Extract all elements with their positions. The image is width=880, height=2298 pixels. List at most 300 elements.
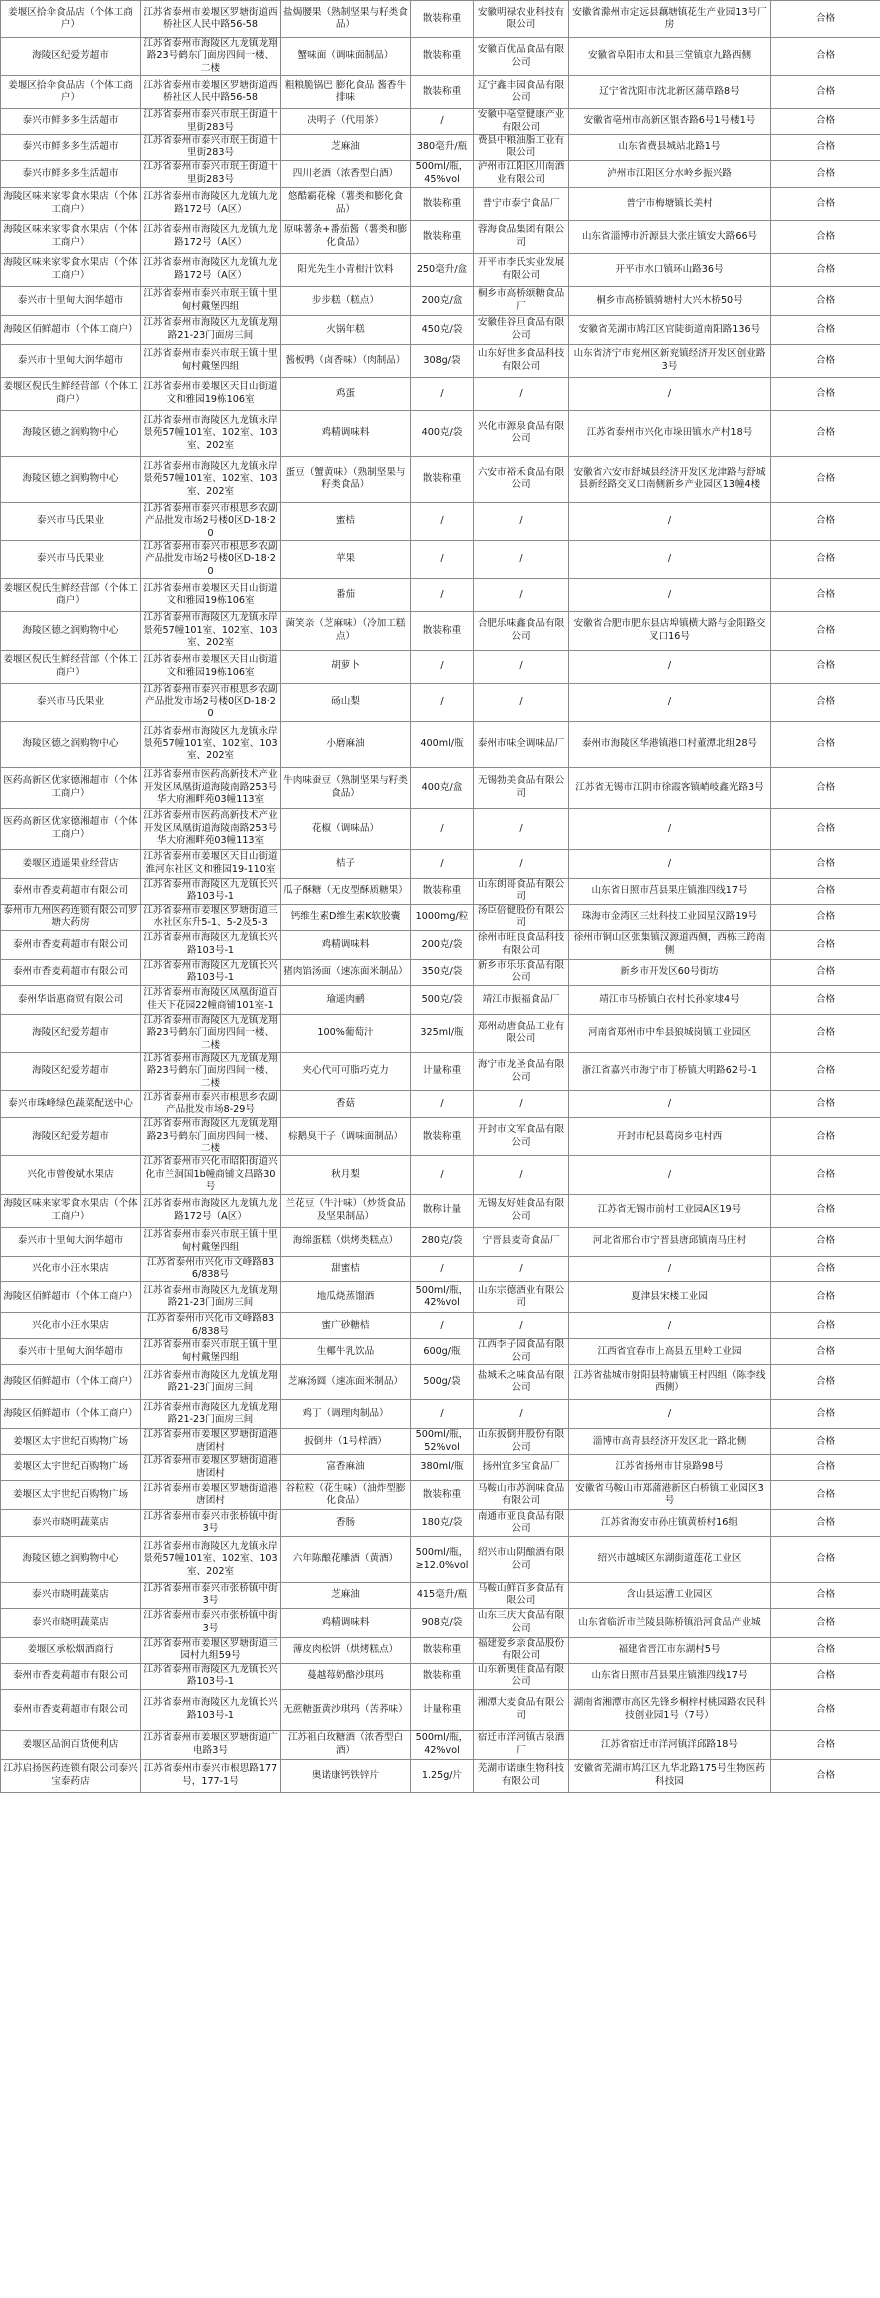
result-cell: 合格 [771,1510,880,1537]
manufacturer-address-cell: 新乡市开发区60号街坊 [569,959,771,985]
unit-address-cell: 江苏省泰州市泰兴市根思乡农副产品批发市场2号楼0区D-18·20 [141,541,281,579]
manufacturer-cell: 靖江市振福食品厂 [474,985,569,1014]
manufacturer-address-cell: 含山县运漕工业园区 [569,1583,771,1609]
product-name-cell: 鸡精调味料 [281,410,411,456]
sampled-unit-cell: 泰兴市晓明蔬菜店 [1,1583,141,1609]
spec-cell: 280克/袋 [411,1227,474,1256]
manufacturer-cell: 安徽佳谷旦食品有限公司 [474,315,569,344]
result-cell: 合格 [771,904,880,930]
table-row [1,410,880,456]
unit-address-cell: 江苏省泰州市海陵区九龙镇九龙路172号（A区） [141,220,281,253]
spec-cell: 400克/袋 [411,410,474,456]
result-cell: 合格 [771,1339,880,1365]
result-cell: 合格 [771,808,880,849]
product-name-cell: 钙维生素D维生素K软胶囊 [281,904,411,930]
manufacturer-address-cell: 安徽省滁州市定远县藕塘镇花生产业园13号厂房 [569,1,771,38]
sampled-unit-cell: 姜堰区逍遥果业经营店 [1,849,141,878]
spec-cell: 500克/袋 [411,985,474,1014]
spec-cell: 908克/袋 [411,1608,474,1637]
table-row [1,253,880,286]
result-cell: 合格 [771,456,880,502]
unit-address-cell: 江苏省泰州市医药高新技术产业开发区凤凰街道海陵南路253号华大府湘畔苑03幢113室 [141,767,281,808]
table-row [1,1663,880,1689]
unit-address-cell: 江苏省泰州市泰兴市根思乡农副产品批发市场2号楼0区D-18·20 [141,502,281,540]
sampled-unit-cell: 姜堰区拾伞食品店（个体工商户） [1,76,141,109]
product-name-cell: 夹心代可可脂巧克力 [281,1052,411,1090]
sampled-unit-cell: 海陵区德之润购物中心 [1,721,141,767]
unit-address-cell: 江苏省泰州市海陵区九龙镇长兴路103号-1 [141,930,281,959]
spec-cell: / [411,1313,474,1339]
unit-address-cell: 江苏省泰州市海陵区九龙镇龙翔路21-23门面房三间 [141,315,281,344]
unit-address-cell: 江苏省泰州市泰兴市珉王镇十里甸村戴堡四组 [141,1339,281,1365]
table-row [1,878,880,904]
manufacturer-cell: 山东扳倒井股份有限公司 [474,1429,569,1455]
manufacturer-cell: 湘潭大麦食品有限公司 [474,1689,569,1730]
table-row [1,904,880,930]
manufacturer-cell: 辽宁鑫丰园食品有限公司 [474,76,569,109]
table-row [1,541,880,579]
manufacturer-address-cell: 靖江市马桥镇白衣村长孙家埭4号 [569,985,771,1014]
result-cell: 合格 [771,683,880,721]
product-name-cell: 甜蜜桔 [281,1256,411,1282]
table-row [1,502,880,540]
manufacturer-address-cell: 淄博市高青县经济开发区北一路北侧 [569,1429,771,1455]
manufacturer-cell: 山东朗哥食品有限公司 [474,878,569,904]
manufacturer-address-cell: 珠海市金湾区三灶科技工业园星汉路19号 [569,904,771,930]
spec-cell: 散装称重 [411,187,474,220]
manufacturer-address-cell: / [569,1256,771,1282]
sampled-unit-cell: 海陵区佰鲜超市（个体工商户） [1,1400,141,1429]
result-cell: 合格 [771,985,880,1014]
spec-cell: 180克/袋 [411,1510,474,1537]
manufacturer-cell: / [474,541,569,579]
spec-cell: / [411,1156,474,1194]
manufacturer-address-cell: 安徽省阜阳市太和县三堂镇京九路西侧 [569,38,771,76]
manufacturer-address-cell: 安徽省芜湖市鸠江区官陡街道南阳路136号 [569,315,771,344]
product-name-cell: 鸡精调味料 [281,1608,411,1637]
product-name-cell: 瑜遥肉鹂 [281,985,411,1014]
spec-cell: 400ml/瓶 [411,721,474,767]
table-row [1,959,880,985]
manufacturer-cell: 海宁市龙圣食品有限公司 [474,1052,569,1090]
spec-cell: 500ml/瓶，≥12.0%vol [411,1537,474,1583]
result-cell: 合格 [771,344,880,377]
spec-cell: 380ml/瓶 [411,1455,474,1481]
product-name-cell: 生椰牛乳饮品 [281,1339,411,1365]
result-cell: 合格 [771,1689,880,1730]
product-name-cell: 江苏祖白玫糖酒（浓香型白酒） [281,1730,411,1759]
unit-address-cell: 江苏省泰州市姜堰区天目山街道文和雅园19栋106室 [141,650,281,683]
manufacturer-address-cell: 山东省临沂市兰陵县陈桥镇沿河食品产业城 [569,1608,771,1637]
manufacturer-cell: 山东新奥佳食品有限公司 [474,1663,569,1689]
table-row [1,612,880,650]
manufacturer-cell: / [474,502,569,540]
table-row [1,1052,880,1090]
sampled-unit-cell: 姜堰区太宇世纪百购物广场 [1,1455,141,1481]
product-name-cell: 芝麻油 [281,1583,411,1609]
manufacturer-cell: 汤臣倍健股份有限公司 [474,904,569,930]
result-cell: 合格 [771,1537,880,1583]
spec-cell: / [411,579,474,612]
sampled-unit-cell: 泰州市香麦莉超市有限公司 [1,930,141,959]
manufacturer-cell: 泸州市江阳区川南酒业有限公司 [474,160,569,187]
manufacturer-address-cell: 湖南省湘潭市高区先锋乡桐梓村桃园路农民科技创业园1号（7号） [569,1689,771,1730]
manufacturer-address-cell: 江苏省无锡市前村工业园A区19号 [569,1194,771,1227]
unit-address-cell: 江苏省泰州市医药高新技术产业开发区凤凰街道海陵南路253号华大府湘畔苑03幢113室 [141,808,281,849]
result-cell: 合格 [771,1,880,38]
product-name-cell: 原味薯条+番茄酱（薯类和膨化食品） [281,220,411,253]
result-cell: 合格 [771,286,880,315]
sampled-unit-cell: 兴化市小汪水果店 [1,1256,141,1282]
result-cell: 合格 [771,878,880,904]
manufacturer-cell: / [474,808,569,849]
unit-address-cell: 江苏省泰州市海陵区九龙镇九龙路172号（A区） [141,1194,281,1227]
manufacturer-cell: 合肥乐味鑫食品有限公司 [474,612,569,650]
product-name-cell: 无蔗糖蛋黄沙琪玛（苦荞味） [281,1689,411,1730]
manufacturer-address-cell: 泸州市江阳区分水岭乡振兴路 [569,160,771,187]
unit-address-cell: 江苏省泰州市海陵区九龙镇永岸景苑57幢101室、102室、103室、202室 [141,721,281,767]
table-row [1,1313,880,1339]
product-name-cell: 鸡丁（调理肉制品） [281,1400,411,1429]
sampled-unit-cell: 医药高新区优家德湘超市（个体工商户） [1,808,141,849]
sampled-unit-cell: 海陵区佰鲜超市（个体工商户） [1,1282,141,1313]
sampled-unit-cell: 姜堰区太宇世纪百购物广场 [1,1481,141,1510]
result-cell: 合格 [771,579,880,612]
unit-address-cell: 江苏省泰州市泰兴市珉王街道十里街283号 [141,109,281,135]
product-name-cell: 海绵蛋糕（烘烤类糕点） [281,1227,411,1256]
manufacturer-cell: 兴化市源泉食品有限公司 [474,410,569,456]
manufacturer-address-cell: 河南省郑州市中牟县狼城岗镇工业园区 [569,1014,771,1052]
spec-cell: 计量称重 [411,1052,474,1090]
result-cell: 合格 [771,959,880,985]
spec-cell: 200克/袋 [411,930,474,959]
sampled-unit-cell: 海陵区纪爱芳超市 [1,1052,141,1090]
manufacturer-cell: 宁晋县麦奇食品厂 [474,1227,569,1256]
manufacturer-address-cell: 开封市杞县葛岗乡屯村西 [569,1118,771,1156]
spec-cell: / [411,541,474,579]
unit-address-cell: 江苏省泰州市泰兴市珉王镇十里甸村戴堡四组 [141,1227,281,1256]
table-row [1,721,880,767]
spec-cell: / [411,1091,474,1118]
table-row [1,1429,880,1455]
product-name-cell: 苹果 [281,541,411,579]
manufacturer-cell: / [474,1091,569,1118]
manufacturer-cell: 绍兴市山阴酿酒有限公司 [474,1537,569,1583]
table-row [1,160,880,187]
table-row [1,808,880,849]
product-name-cell: 悠酷霸花椽（薯类和膨化食品） [281,187,411,220]
sampled-unit-cell: 海陵区德之润购物中心 [1,612,141,650]
result-cell: 合格 [771,160,880,187]
sampled-unit-cell: 泰兴市十里甸大润华超市 [1,344,141,377]
table-row [1,220,880,253]
spec-cell: 散装称重 [411,612,474,650]
manufacturer-address-cell: 江苏省无锡市江阴市徐霞客镇峭岐鑫光路3号 [569,767,771,808]
manufacturer-address-cell: 开平市水口镇环山路36号 [569,253,771,286]
product-name-cell: 香肠 [281,1510,411,1537]
spec-cell: 1000mg/粒 [411,904,474,930]
sampled-unit-cell: 泰兴市马氏果业 [1,683,141,721]
table-row [1,315,880,344]
manufacturer-address-cell: / [569,377,771,410]
result-cell: 合格 [771,1194,880,1227]
sampled-unit-cell: 姜堰区倪氏生鲜经营部（个体工商户） [1,377,141,410]
result-cell: 合格 [771,721,880,767]
spec-cell: 散装称重 [411,456,474,502]
sampled-unit-cell: 泰兴市十里甸大润华超市 [1,1339,141,1365]
product-name-cell: 芝麻油 [281,135,411,161]
manufacturer-cell: 盐城禾之味食品有限公司 [474,1365,569,1400]
manufacturer-cell: / [474,1313,569,1339]
spec-cell: 散装称重 [411,76,474,109]
unit-address-cell: 江苏省泰州市海陵区九龙镇龙翔路21-23门面房三间 [141,1400,281,1429]
sampled-unit-cell: 海陵区味来家零食水果店（个体工商户） [1,253,141,286]
manufacturer-cell: 江西李子园食品有限公司 [474,1339,569,1365]
manufacturer-address-cell: / [569,849,771,878]
result-cell: 合格 [771,410,880,456]
spec-cell: 散装称重 [411,1118,474,1156]
result-cell: 合格 [771,1429,880,1455]
table-row [1,286,880,315]
manufacturer-cell: 扬州宜多宝食品厂 [474,1455,569,1481]
result-cell: 合格 [771,1730,880,1759]
result-cell: 合格 [771,1365,880,1400]
manufacturer-cell: 普宁市泰宁食品厂 [474,187,569,220]
result-cell: 合格 [771,76,880,109]
spec-cell: 500g/袋 [411,1365,474,1400]
result-cell: 合格 [771,1759,880,1792]
table-row [1,1091,880,1118]
manufacturer-address-cell: 安徽省芜湖市鸠江区九华北路175号生物医药科技园 [569,1759,771,1792]
table-row [1,1510,880,1537]
result-cell: 合格 [771,38,880,76]
manufacturer-cell: 山东宗德酒业有限公司 [474,1282,569,1313]
table-row [1,1282,880,1313]
result-cell: 合格 [771,1014,880,1052]
sampled-unit-cell: 泰兴市鲜多多生活超市 [1,160,141,187]
manufacturer-cell: / [474,579,569,612]
table-row [1,1730,880,1759]
manufacturer-address-cell: / [569,1091,771,1118]
product-name-cell: 四川老酒（浓香型白酒） [281,160,411,187]
unit-address-cell: 江苏省泰州市姜堰区罗塘街道三园村九组59号 [141,1637,281,1663]
sampled-unit-cell: 姜堰区承松烟酒商行 [1,1637,141,1663]
manufacturer-cell: / [474,683,569,721]
spec-cell: 500ml/瓶，42%vol [411,1282,474,1313]
unit-address-cell: 江苏省泰州市海陵区九龙镇长兴路103号-1 [141,878,281,904]
manufacturer-address-cell: / [569,1400,771,1429]
product-name-cell: 牛肉味蚕豆（熟制坚果与籽类食品） [281,767,411,808]
manufacturer-cell: 安徽明禄农业科技有限公司 [474,1,569,38]
spec-cell: 散装称重 [411,1481,474,1510]
manufacturer-address-cell: 安徽省马鞍山市郑蒲港新区白桥镇工业园区3号 [569,1481,771,1510]
manufacturer-address-cell: / [569,541,771,579]
spec-cell: 1.25g/片 [411,1759,474,1792]
manufacturer-address-cell: 江苏省盐城市射阳县特庸镇王村四组（陈李线西侧） [569,1365,771,1400]
spec-cell: 500ml/瓶，42%vol [411,1730,474,1759]
manufacturer-address-cell: 江西省宜春市上高县五里岭工业园 [569,1339,771,1365]
table-row [1,187,880,220]
spec-cell: 计量称重 [411,1689,474,1730]
product-name-cell: 蔓越莓奶酪沙琪玛 [281,1663,411,1689]
unit-address-cell: 江苏省泰州市兴化市昭阳街道兴化市兰洞国1b幢商铺文昌路30号 [141,1156,281,1194]
sampled-unit-cell: 泰州市香麦莉超市有限公司 [1,959,141,985]
spec-cell: / [411,1400,474,1429]
result-cell: 合格 [771,220,880,253]
manufacturer-address-cell: / [569,1313,771,1339]
manufacturer-address-cell: 福建省晋江市东湖村5号 [569,1637,771,1663]
manufacturer-address-cell: 徐州市铜山区张集镇汉源道西侧，西栋三跨南侧 [569,930,771,959]
unit-address-cell: 江苏省泰州市姜堰区罗塘街道西桥社区人民中路56-58 [141,76,281,109]
spec-cell: / [411,650,474,683]
result-cell: 合格 [771,1455,880,1481]
unit-address-cell: 江苏省泰州市海陵区九龙镇龙翔路23号鹤东门面房四间一楼、二楼 [141,1014,281,1052]
table-row [1,1455,880,1481]
result-cell: 合格 [771,849,880,878]
manufacturer-cell: 山东好世多食品科技有限公司 [474,344,569,377]
spec-cell: 500ml/瓶，52%vol [411,1429,474,1455]
sampled-unit-cell: 泰兴市晓明蔬菜店 [1,1510,141,1537]
sampled-unit-cell: 泰兴市十里甸大润华超市 [1,1227,141,1256]
product-name-cell: 酱板鸭（卤香味）（肉制品） [281,344,411,377]
manufacturer-cell: 宿迁市洋河镇古泉酒厂 [474,1730,569,1759]
manufacturer-address-cell: 河北省邢台市宁晋县唐邱镇南马庄村 [569,1227,771,1256]
product-name-cell: 兰花豆（牛汁味）（炒货食品及坚果制品） [281,1194,411,1227]
manufacturer-cell: 徐州市旺良食品科技有限公司 [474,930,569,959]
unit-address-cell: 江苏省泰州市泰兴市珉王街道十里街283号 [141,160,281,187]
product-name-cell: 菌笑亲（芝麻味）（冷加工糕点） [281,612,411,650]
manufacturer-cell: 南通市亚良食品有限公司 [474,1510,569,1537]
unit-address-cell: 江苏省泰州市海陵区九龙镇长兴路103号-1 [141,1663,281,1689]
unit-address-cell: 江苏省泰州市姜堰区天目山街道文和雅园19栋106室 [141,579,281,612]
product-name-cell: 阳光先生小青柑汁饮料 [281,253,411,286]
spec-cell: 308g/袋 [411,344,474,377]
table-row [1,1118,880,1156]
sampled-unit-cell: 海陵区味来家零食水果店（个体工商户） [1,220,141,253]
manufacturer-cell: 泰州市味全调味品厂 [474,721,569,767]
manufacturer-address-cell: 桐乡市高桥镇骑塘村大兴木桥50号 [569,286,771,315]
table-row [1,38,880,76]
sampled-unit-cell: 泰州市九州医药连锁有限公司罗塘大药房 [1,904,141,930]
manufacturer-address-cell: 山东省济宁市兖州区新兖镇经济开发区创业路3号 [569,344,771,377]
unit-address-cell: 江苏省泰州市姜堰区天目山街道淮河东社区文和雅园19-110室 [141,849,281,878]
table-row [1,579,880,612]
sampled-unit-cell: 江苏启扬医药连锁有限公司泰兴宝泰药店 [1,1759,141,1792]
result-cell: 合格 [771,109,880,135]
product-name-cell: 棕鹅臭干子（调味面制品） [281,1118,411,1156]
table-row [1,849,880,878]
table-row [1,767,880,808]
unit-address-cell: 江苏省泰州市海陵区九龙镇龙翔路23号鹤东门面房四间一楼、二楼 [141,38,281,76]
sampled-unit-cell: 泰兴市马氏果业 [1,541,141,579]
product-name-cell: 粗粮脆锅巴 膨化食品 酱香牛排味 [281,76,411,109]
sampled-unit-cell: 姜堰区倪氏生鲜经营部（个体工商户） [1,650,141,683]
sampled-unit-cell: 姜堰区拾伞食品店（个体工商户） [1,1,141,38]
table-row [1,344,880,377]
table-row [1,930,880,959]
table-row [1,1339,880,1365]
product-name-cell: 瓜子酥糖（无皮型酥质糖果） [281,878,411,904]
table-row [1,1156,880,1194]
table-row [1,377,880,410]
unit-address-cell: 江苏省泰州市泰兴市张桥镇中街3号 [141,1608,281,1637]
unit-address-cell: 江苏省泰州市姜堰区罗塘街道三水社区东升5-1、5-2及5-3 [141,904,281,930]
product-name-cell: 小磨麻油 [281,721,411,767]
unit-address-cell: 江苏省泰州市海陵区九龙镇永岸景苑57幢101室、102室、103室、202室 [141,410,281,456]
sampled-unit-cell: 海陵区味来家零食水果店（个体工商户） [1,1194,141,1227]
manufacturer-address-cell: / [569,579,771,612]
sampled-unit-cell: 泰州市香麦莉超市有限公司 [1,1689,141,1730]
table-row [1,1256,880,1282]
manufacturer-address-cell: 夏津县宋楼工业园 [569,1282,771,1313]
table-row [1,1014,880,1052]
manufacturer-address-cell: 辽宁省沈阳市沈北新区蒲草路8号 [569,76,771,109]
spec-cell: / [411,502,474,540]
product-name-cell: 步步糕（糕点） [281,286,411,315]
result-cell: 合格 [771,612,880,650]
unit-address-cell: 江苏省泰州市姜堰区罗塘街道西桥社区人民中路56-58 [141,1,281,38]
manufacturer-cell: 山东三庆大食品有限公司 [474,1608,569,1637]
manufacturer-address-cell: 普宁市梅塘镇长美村 [569,187,771,220]
unit-address-cell: 江苏省泰州市姜堰区罗塘街道港唐团村 [141,1481,281,1510]
unit-address-cell: 江苏省泰州市泰兴市根思乡农副产品批发市场2号楼0区D-18·20 [141,683,281,721]
sampled-unit-cell: 泰州华诣惠商贸有限公司 [1,985,141,1014]
sampled-unit-cell: 泰州市香麦莉超市有限公司 [1,878,141,904]
manufacturer-cell: 福建爱乡亲食品股份有限公司 [474,1637,569,1663]
unit-address-cell: 江苏省泰州市海陵区九龙镇永岸景苑57幢101室、102室、103室、202室 [141,456,281,502]
product-name-cell: 蜜桔 [281,502,411,540]
result-cell: 合格 [771,541,880,579]
unit-address-cell: 江苏省泰州市兴化市文峰路836/838号 [141,1313,281,1339]
sampled-unit-cell: 海陵区佰鲜超市（个体工商户） [1,315,141,344]
spec-cell: 250毫升/盒 [411,253,474,286]
product-name-cell: 奥诺康钙铁锌片 [281,1759,411,1792]
unit-address-cell: 江苏省泰州市海陵区九龙镇龙翔路21-23门面房三间 [141,1365,281,1400]
manufacturer-address-cell: 山东省费县城站北路1号 [569,135,771,161]
manufacturer-address-cell: 江苏省海安市孙庄镇黄桥村16组 [569,1510,771,1537]
manufacturer-cell: 马鞍山市苏润味食品有限公司 [474,1481,569,1510]
sampled-unit-cell: 泰兴市鲜多多生活超市 [1,135,141,161]
table-row [1,1227,880,1256]
spec-cell: / [411,683,474,721]
product-name-cell: 番茄 [281,579,411,612]
result-cell: 合格 [771,1583,880,1609]
manufacturer-cell: 安徽中亳堂健康产业有限公司 [474,109,569,135]
manufacturer-cell: 马鞍山鲜百多食品有限公司 [474,1583,569,1609]
manufacturer-address-cell: 山东省日照市莒县果庄镇淮四线17号 [569,1663,771,1689]
manufacturer-address-cell: 安徽省合肥市肥东县店埠镇横大路与金阳路交叉口16号 [569,612,771,650]
sampled-unit-cell: 海陵区佰鲜超市（个体工商户） [1,1365,141,1400]
unit-address-cell: 江苏省泰州市姜堰区罗塘街道港唐团村 [141,1455,281,1481]
table-row [1,1689,880,1730]
table-row [1,135,880,161]
product-name-cell: 蟹味面（调味面制品） [281,38,411,76]
product-name-cell: 盐焗腰果（熟制坚果与籽类食品） [281,1,411,38]
spec-cell: 散装称重 [411,1,474,38]
manufacturer-address-cell: 泰州市海陵区华港镇港口村董潭北组28号 [569,721,771,767]
product-name-cell: 富香麻油 [281,1455,411,1481]
result-cell: 合格 [771,1608,880,1637]
manufacturer-cell: 芜湖市诺康生物科技有限公司 [474,1759,569,1792]
result-cell: 合格 [771,1282,880,1313]
result-cell: 合格 [771,135,880,161]
unit-address-cell: 江苏省泰州市海陵区九龙镇九龙路172号（A区） [141,253,281,286]
spec-cell: 散装称重 [411,220,474,253]
unit-address-cell: 江苏省泰州市泰兴市张桥镇中街3号 [141,1583,281,1609]
unit-address-cell: 江苏省泰州市海陵区凤凰街道百佳天下花园22幢商铺101室-1 [141,985,281,1014]
sampled-unit-cell: 姜堰区太宇世纪百购物广场 [1,1429,141,1455]
spec-cell: 散装称重 [411,1637,474,1663]
